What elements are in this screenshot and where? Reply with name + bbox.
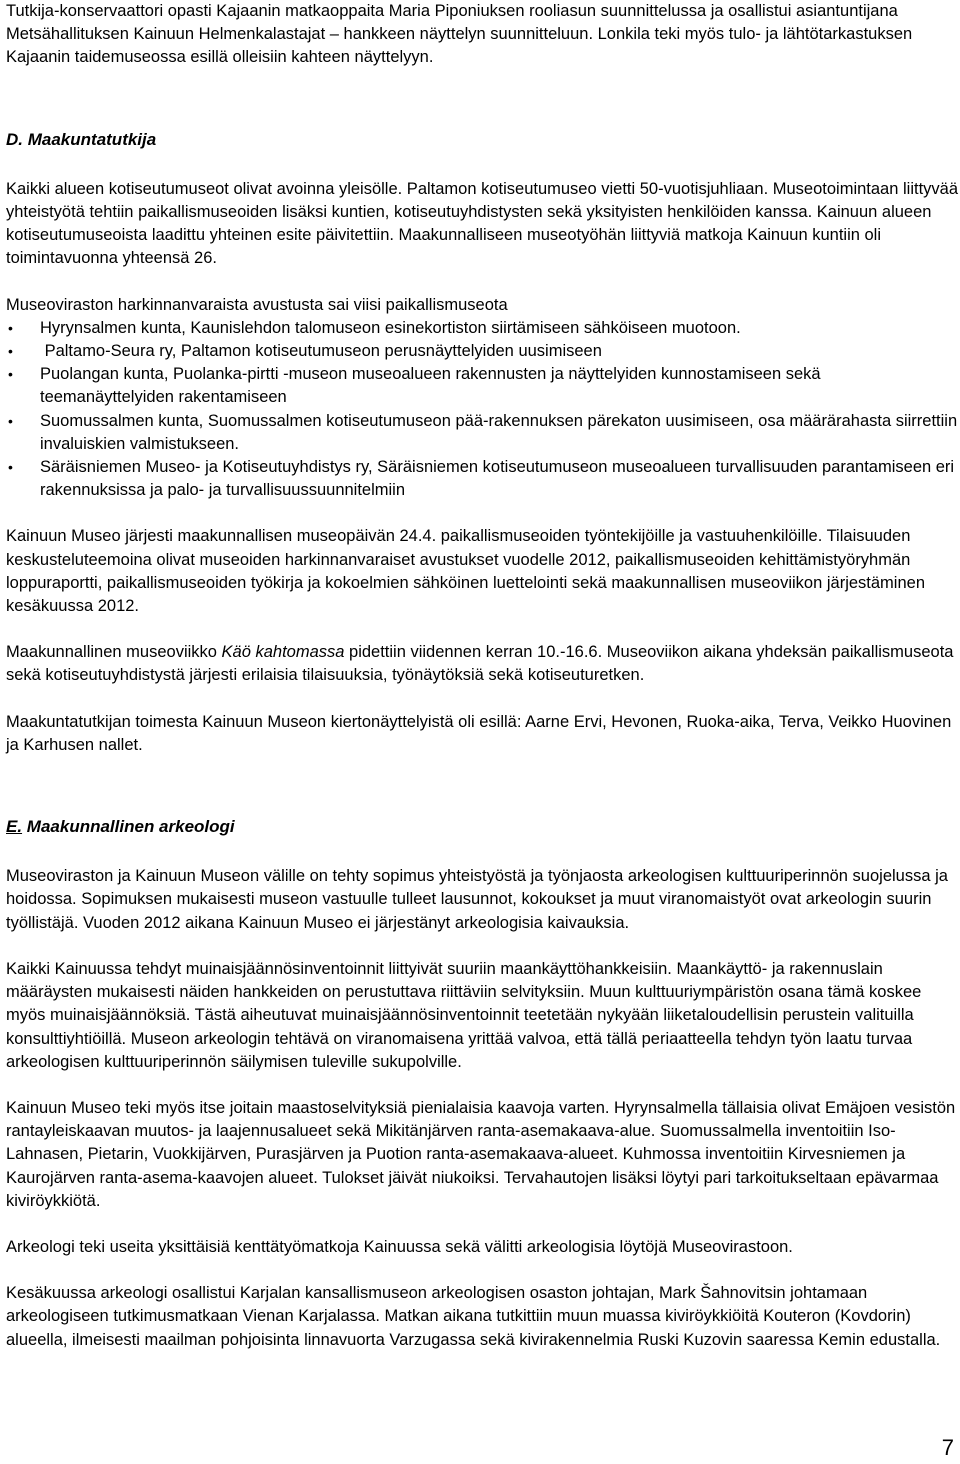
museum-week-text-start: Maakunnallinen museoviikko — [6, 643, 222, 662]
section-e-paragraph-5: Kesäkuussa arkeologi osallistui Karjalan kansallismuseon arkeologisen osaston johtajan, Mark Šahnovitsin johtamaan arkeologiseen tutkimusmatkaan Vienan Karjalassa. Matkan aikana tutkittiin muun muassa kiviröykkiöitä Kouteron (Kovdorin) alueella, ilmeisesti maailman pohjoisinta linnavuorta Varzugassa sekä kivirakennelmia Ruski Kuzovin saaressa Kemin edustalla. — [6, 1284, 941, 1349]
bullet-icon: • — [8, 319, 13, 336]
list-item — [6, 410, 958, 456]
section-e-paragraph-2: Kaikki Kainuussa tehdyt muinaisjäännösinventoinnit liittyivät suuriin maankäyttöhankkeisiin. Maankäyttö- ja rakennuslain määräysten mukaisesti näiden hankkeiden on perustuttava riittäviin selvityksiin. Muun kulttuuriympäristön osana tämä koskee myös muinaisjäännöksiä. Tästä aiheutuvat muinaisjäännösinventoinnit teetetään nykyään liiketaloudellisin perustein valituilla konsulttiyhtiöillä. Museon arkeologin tehtävä on viranomaisena yrittää valvoa, että tällä periaatteella tehdyn työn laatu turvaa arkeologisen kulttuuriperinnön säilymisen tuleville sukupolville. — [6, 959, 922, 1071]
grant-text: Puolangan kunta, Puolanka-pirtti -museon museoalueen rakennusten ja näyttelyiden kunnostamiseen sekä teemanäyttelyiden rakentamiseen — [40, 365, 821, 407]
document-page — [6, 0, 958, 1352]
bullet-icon: • — [8, 343, 13, 360]
intro-paragraph: Tutkija-konservaattori opasti Kajaanin matkaoppaita Maria Piponiuksen rooliasun suunnittelussa ja osallistui asiantuntijana Metsähallituksen Kainuun Helmenkalastajat – hankkeen näyttelyn suunnitteluun. Lonkila teki myös tulo- ja lähtötarkastuksen Kajaanin taidemuseossa esillä olleisiin kahteen näyttelyyn. — [6, 2, 913, 67]
list-item — [6, 317, 958, 340]
museum-week-text-end: pidettiin viidennen kerran 10.-16.6. Museoviikon aikana yhdeksän paikallismuseota sekä kotiseutuyhdistystä järjesti erilaisia tilaisuuksia, työnäytöksiä sekä kotiseuturetken. — [6, 643, 954, 685]
bullet-icon: • — [8, 366, 13, 383]
section-e-paragraph-4: Arkeologi teki useita yksittäisiä kenttätyömatkoja Kainuussa sekä välitti arkeologisia löytöjä Museovirastoon. — [6, 1237, 793, 1256]
grants-list — [6, 317, 958, 503]
section-d-paragraph-1: Kaikki alueen kotiseutumuseot olivat avoinna yleisölle. Paltamon kotiseutumuseo vietti 50-vuotisjuhliaan. Museotoimintaan liittyvää yhteistyötä tehtiin paikallismuseoiden lisäksi kuntien, kotiseutuyhdistysten sekä yksityisten henkilöiden kanssa. Kainuun alueen kotiseutumuseoista laadittu yhteinen esite päivitettiin. Maakunnalliseen museotyöhän liittyviä matkoja Kainuun kuntiin oli toimintavuonna yhteensä 26. — [6, 179, 959, 268]
section-d-heading — [6, 128, 958, 151]
section-e-heading — [6, 815, 958, 838]
section-e-paragraph-1: Museoviraston ja Kainuun Museon välille on tehty sopimus yhteistyöstä ja työnjaosta arkeologisen kulttuuriperinnön suojelussa ja hoidossa. Sopimuksen mukaisesti museon vastuulle tulleet lausunnot, kokoukset ja muut viranomaistyöt ovat arkeologin suurin työllistäjä. Vuoden 2012 aikana Kainuun Museo ei järjestänyt arkeologisia kaivauksia. — [6, 867, 948, 932]
section-d-letter: D. — [6, 129, 23, 149]
section-d-paragraph-3 — [6, 641, 958, 687]
bullet-icon: • — [8, 412, 13, 429]
grant-text: Säräisniemen Museo- ja Kotiseutuyhdistys ry, Säräisniemen kotiseutumuseon museoalueen turvallisuuden parantamiseen eri rakennuksissa ja palo- ja turvallisuussuunnitelmiin — [40, 458, 955, 500]
grant-text: Suomussalmen kunta, Suomussalmen kotiseutumuseon pää-rakennuksen pärekaton uusimiseen, osa määrärahasta siirrettiin invaluiskien valmistukseen. — [40, 411, 958, 453]
museum-week-name: Käö kahtomassa — [221, 643, 345, 662]
list-item — [6, 363, 958, 409]
section-e-paragraph-3: Kainuun Museo teki myös itse joitain maastoselvityksiä pienialaisia kaavoja varten. Hyrynsalmella tällaisia olivat Emäjoen vesistön rantayleiskaavan muutos- ja laajennusalueet sekä Mikitänjärven ranta-asemakaava-alue. Suomussalmella inventoitiin Iso-Lahnasen, Pietarin, Vuokkijärven, Purasjärven ja Puotion ranta-asemakaava-alueet. Kuhmossa inventoitiin Kirvesniemen ja Kaurojärven ranta-asema-kaavojen alueet. Tulokset jäivät niukoiksi. Tervahautojen lisäksi löytyi pari tarkoitukseltaan epävarmaa kiviröykkiötä. — [6, 1098, 956, 1210]
list-item — [6, 340, 958, 363]
section-e-title: Maakunnallinen arkeologi — [26, 817, 235, 837]
grant-text: Paltamo-Seura ry, Paltamon kotiseutumuseon perusnäyttelyiden uusimiseen — [40, 342, 602, 361]
section-d-title: Maakuntatutkija — [27, 129, 157, 149]
page-number: 7 — [941, 1435, 954, 1460]
section-d-paragraph-4: Maakuntatutkijan toimesta Kainuun Museon kiertonäyttelyistä oli esillä: Aarne Ervi, Hevonen, Ruoka-aika, Terva, Veikko Huovinen ja Karhusen nallet. — [6, 712, 952, 754]
grant-text: Hyrynsalmen kunta, Kaunislehdon talomuseon esinekortiston siirtämiseen sähköiseen muotoon. — [40, 318, 741, 337]
section-d-paragraph-2: Kainuun Museo järjesti maakunnallisen museopäivän 24.4. paikallismuseoiden työntekijöille ja vastuuhenkilöille. Tilaisuuden keskusteluteemoina olivat museoiden harkinnanvaraiset avustukset vuodelle 2012, paikallismuseoiden kehittämistyöryhmän loppuraportti, paikallismuseoiden työkirja ja kokoelmien sähköinen luettelointi sekä maakunnallisen museoviikon järjestäminen kesäkuussa 2012. — [6, 527, 925, 616]
grants-intro: Museoviraston harkinnanvaraista avustusta sai viisi paikallismuseota — [6, 295, 508, 314]
list-item — [6, 456, 958, 502]
section-e-letter: E. — [6, 817, 23, 837]
bullet-icon: • — [8, 459, 13, 476]
